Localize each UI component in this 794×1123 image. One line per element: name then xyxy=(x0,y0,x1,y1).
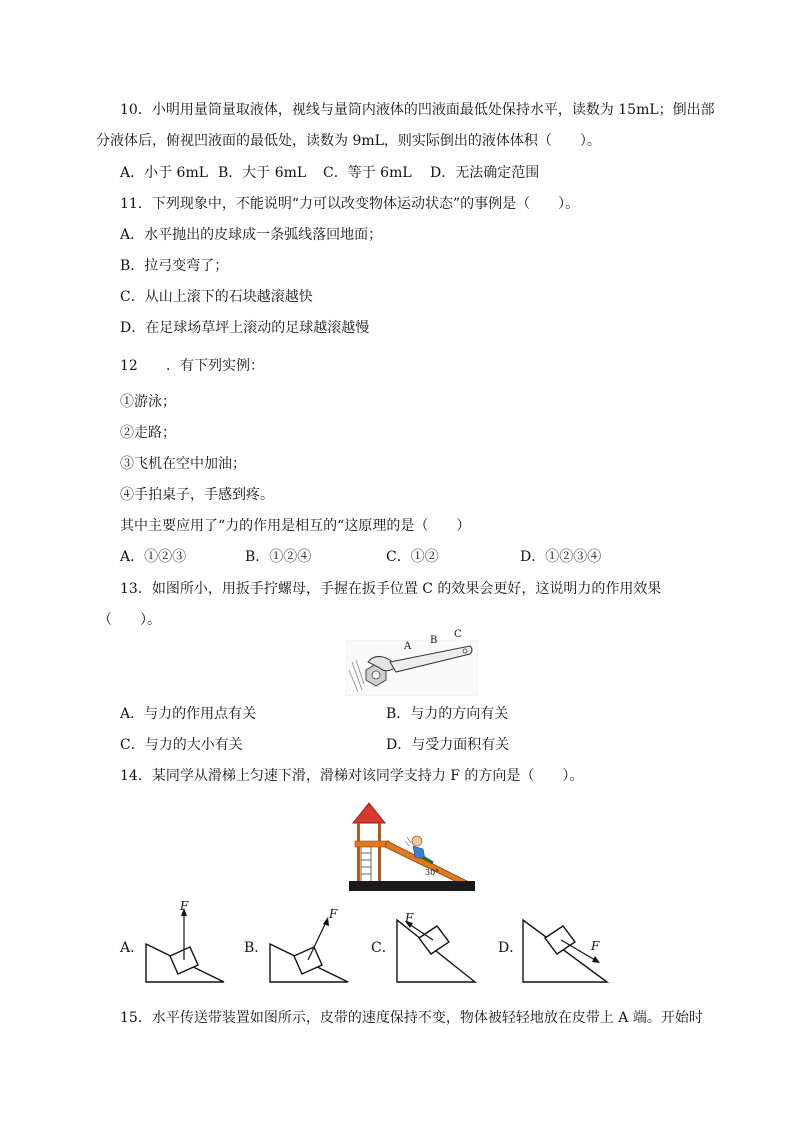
q13-stem-line2: （ ）。 xyxy=(98,612,161,628)
q12-item-2: ②走路； xyxy=(120,425,176,441)
incline-figure-d xyxy=(521,906,609,984)
force-label-a: F xyxy=(180,899,189,913)
wrench-label-c: C xyxy=(454,629,462,640)
q12-number: 12 xyxy=(120,358,138,374)
incline-figure-c xyxy=(395,906,477,984)
q12-option-b: B．①②④ xyxy=(245,549,312,565)
q11-option-d: D．在足球场草坪上滚动的足球越滚越慢 xyxy=(120,320,370,336)
q13-stem-line1: 13．如图所小，用扳手拧螺母，手握在扳手位置 C 的效果会更好，这说明力的作用效果 xyxy=(120,581,662,597)
q10-option-d: D．无法确定范围 xyxy=(430,165,540,181)
q11-option-b: B．拉弓变弯了； xyxy=(120,258,229,274)
wrench-figure xyxy=(346,629,478,696)
q12-question: 其中主要应用了“力的作用是相互的“这原理的是（ ） xyxy=(120,518,471,534)
q12-option-a: A．①②③ xyxy=(120,549,187,565)
q12-option-c: C．①② xyxy=(386,549,439,565)
q14-option-b: B． xyxy=(244,940,269,956)
q12-item-3: ③飞机在空中加油； xyxy=(120,456,246,472)
q10-stem-line1: 10．小明用量筒量取液体，视线与量筒内液体的凹液面最低处保持水平，读数为 15mL；倒出部 xyxy=(120,102,715,118)
q12-item-1: ①游泳； xyxy=(120,394,176,410)
wrench-label-b: B xyxy=(430,635,438,646)
slide-angle-label: 30° xyxy=(425,868,440,877)
q14-stem: 14．某同学从滑梯上匀速下滑，滑梯对该同学支持力 F 的方向是（ ）。 xyxy=(120,768,584,784)
force-label-d: F xyxy=(591,939,600,953)
q11-option-c: C．从山上滚下的石块越滚越快 xyxy=(120,289,313,305)
incline-force-normal-icon xyxy=(268,904,350,984)
q13-option-c: C．与力的大小有关 xyxy=(120,737,243,753)
wrench-label-a: A xyxy=(404,641,412,652)
q14-option-c: C． xyxy=(371,940,396,956)
q13-option-a: A．与力的作用点有关 xyxy=(120,706,257,722)
q13-option-d: D．与受力面积有关 xyxy=(386,737,510,753)
force-label-c: F xyxy=(405,911,414,925)
q15-stem-line1: 15．水平传送带装置如图所示，皮带的速度保持不变，物体被轻轻地放在皮带上 A 端。开始时 xyxy=(120,1010,703,1026)
q14-option-a: A． xyxy=(120,940,145,956)
wrench-icon xyxy=(346,640,478,696)
q12-item-4: ④手拍桌子，手感到疼。 xyxy=(120,487,274,503)
q13-option-b: B．与力的方向有关 xyxy=(386,706,509,722)
q12-stem: ．有下列实例： xyxy=(166,358,264,374)
force-label-b: F xyxy=(329,907,338,921)
incline-figure-b xyxy=(268,904,350,984)
q10-option-b: B．大于 6mL xyxy=(218,165,307,181)
q10-option-c: C．等于 6mL xyxy=(323,165,412,181)
playground-slide-icon xyxy=(349,797,475,891)
q11-stem: 11．下列现象中，不能说明“力可以改变物体运动状态”的事例是（ ）。 xyxy=(120,196,580,212)
q12-option-d: D．①②③④ xyxy=(520,549,602,565)
incline-figure-a xyxy=(144,900,226,984)
q10-option-a: A．小于 6mL xyxy=(120,165,209,181)
q11-option-a: A．水平抛出的皮球成一条弧线落回地面； xyxy=(120,227,383,243)
q14-option-d: D． xyxy=(498,940,524,956)
q10-stem-line2: 分液体后，俯视凹液面的最低处，读数为 9mL，则实际倒出的液体体积（ ）。 xyxy=(96,133,601,149)
slide-figure xyxy=(349,797,475,891)
